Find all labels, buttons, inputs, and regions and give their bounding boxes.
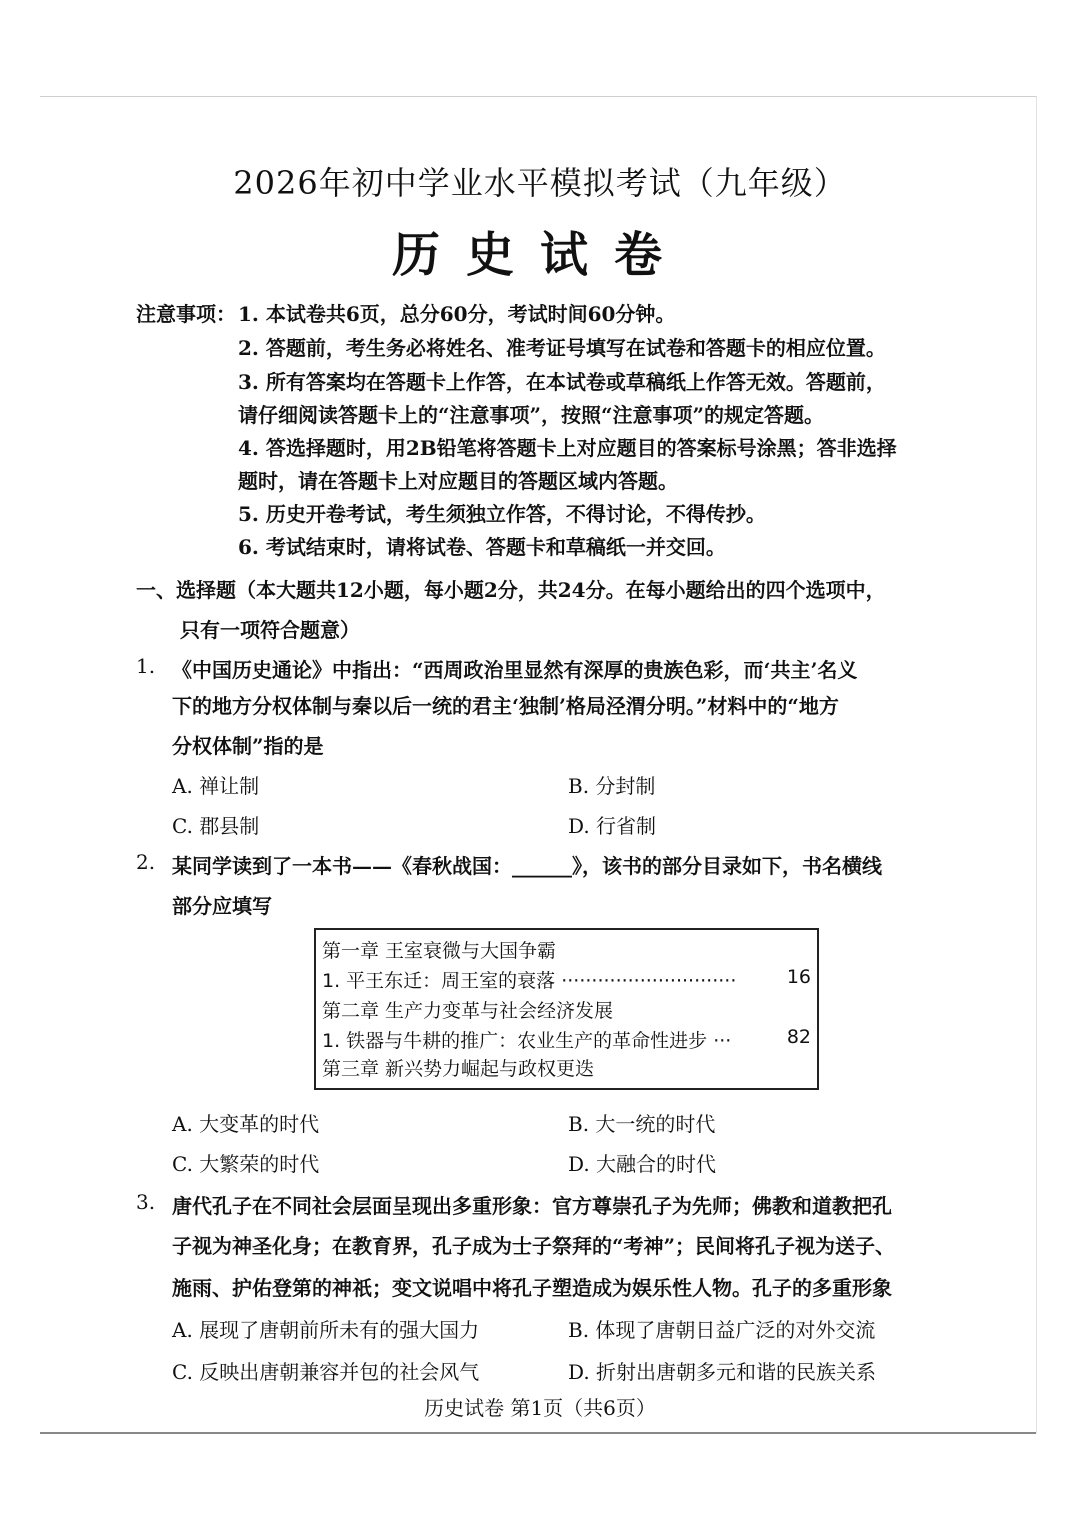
toc-chapter-1: 第一章 王室衰微与大国争霸 — [322, 940, 557, 962]
q2-option-c[interactable]: C. 大繁荣的时代 — [172, 1152, 320, 1176]
toc-entry-1-page: 16 — [786, 966, 811, 988]
q3-stem-line1: 唐代孔子在不同社会层面呈现出多重形象：官方尊崇孔子为先师；佛教和道教把孔 — [172, 1194, 892, 1218]
q2-number: 2. — [136, 850, 156, 874]
toc-entry-2: 1. 铁器与牛耕的推广：农业生产的革命性进步 ··· — [322, 1030, 732, 1052]
note-item-6: 6. 考试结束时，请将试卷、答题卡和草稿纸一并交回。 — [238, 535, 726, 559]
note-item-3-cont: 请仔细阅读答题卡上的“注意事项”，按照“注意事项”的规定答题。 — [238, 403, 825, 427]
q2-option-a[interactable]: A. 大变革的时代 — [172, 1112, 320, 1136]
subject-title: 历史试卷 — [391, 227, 688, 283]
q3-option-d[interactable]: D. 折射出唐朝多元和谐的民族关系 — [568, 1360, 877, 1384]
notes-label: 注意事项： — [136, 302, 236, 326]
note-item-1: 1. 本试卷共6页，总分60分，考试时间60分钟。 — [238, 302, 676, 326]
q2-option-b[interactable]: B. 大一统的时代 — [568, 1112, 716, 1136]
q1-option-a[interactable]: A. 禅让制 — [172, 774, 260, 798]
note-item-5: 5. 历史开卷考试，考生须独立作答，不得讨论，不得传抄。 — [238, 502, 766, 526]
exam-title: 2026年初中学业水平模拟考试（九年级） — [233, 164, 847, 202]
q2-table-of-contents — [314, 928, 819, 1090]
note-item-4-cont: 题时，请在答题卡上对应题目的答题区域内答题。 — [238, 469, 678, 493]
q3-number: 3. — [136, 1190, 156, 1214]
toc-entry-1: 1. 平王东迁：周王室的衰落 ····························· — [322, 970, 737, 992]
q3-stem-line2: 子视为神圣化身；在教育界，孔子成为士子祭拜的“考神”；民间将孔子视为送子、 — [172, 1234, 896, 1258]
bottom-rule — [40, 1432, 1036, 1434]
toc-entry-2-page: 82 — [786, 1026, 811, 1048]
q3-stem-line3: 施雨、护佑登第的神祇；变文说唱中将孔子塑造成为娱乐性人物。孔子的多重形象 — [172, 1276, 892, 1300]
q1-stem-line2: 下的地方分权体制与秦以后一统的君主‘独制’格局泾渭分明。”材料中的“地方 — [172, 694, 839, 718]
q1-stem-line1: 《中国历史通论》中指出：“西周政治里显然有深厚的贵族色彩，而‘共主’名义 — [172, 658, 858, 682]
q1-option-b[interactable]: B. 分封制 — [568, 774, 656, 798]
note-item-3: 3. 所有答案均在答题卡上作答，在本试卷或草稿纸上作答无效。答题前， — [238, 370, 886, 394]
toc-chapter-2: 第二章 生产力变革与社会经济发展 — [322, 1000, 614, 1022]
q1-number: 1. — [136, 654, 156, 678]
toc-chapter-3: 第三章 新兴势力崛起与政权更迭 — [322, 1058, 595, 1080]
q3-option-a[interactable]: A. 展现了唐朝前所未有的强大国力 — [172, 1318, 480, 1342]
q3-option-c[interactable]: C. 反映出唐朝兼容并包的社会风气 — [172, 1360, 480, 1384]
section-1-header-cont: 只有一项符合题意） — [180, 618, 360, 642]
note-item-4: 4. 答选择题时，用2B铅笔将答题卡上对应题目的答案标号涂黑；答非选择 — [238, 436, 897, 460]
page-footer: 历史试卷 第1页（共6页） — [424, 1396, 656, 1420]
q2-stem-line2: 部分应填写 — [172, 894, 272, 918]
section-1-header: 一、选择题（本大题共12小题，每小题2分，共24分。在每小题给出的四个选项中， — [136, 578, 886, 602]
q2-stem-line1: 某同学读到了一本书——《春秋战国：______》，该书的部分目录如下，书名横线 — [172, 854, 882, 878]
q2-option-d[interactable]: D. 大融合的时代 — [568, 1152, 717, 1176]
q3-option-b[interactable]: B. 体现了唐朝日益广泛的对外交流 — [568, 1318, 876, 1342]
note-item-2: 2. 答题前，考生务必将姓名、准考证号填写在试卷和答题卡的相应位置。 — [238, 336, 886, 360]
q1-option-d[interactable]: D. 行省制 — [568, 814, 657, 838]
q1-stem-line3: 分权体制”指的是 — [172, 734, 324, 758]
q1-option-c[interactable]: C. 郡县制 — [172, 814, 260, 838]
